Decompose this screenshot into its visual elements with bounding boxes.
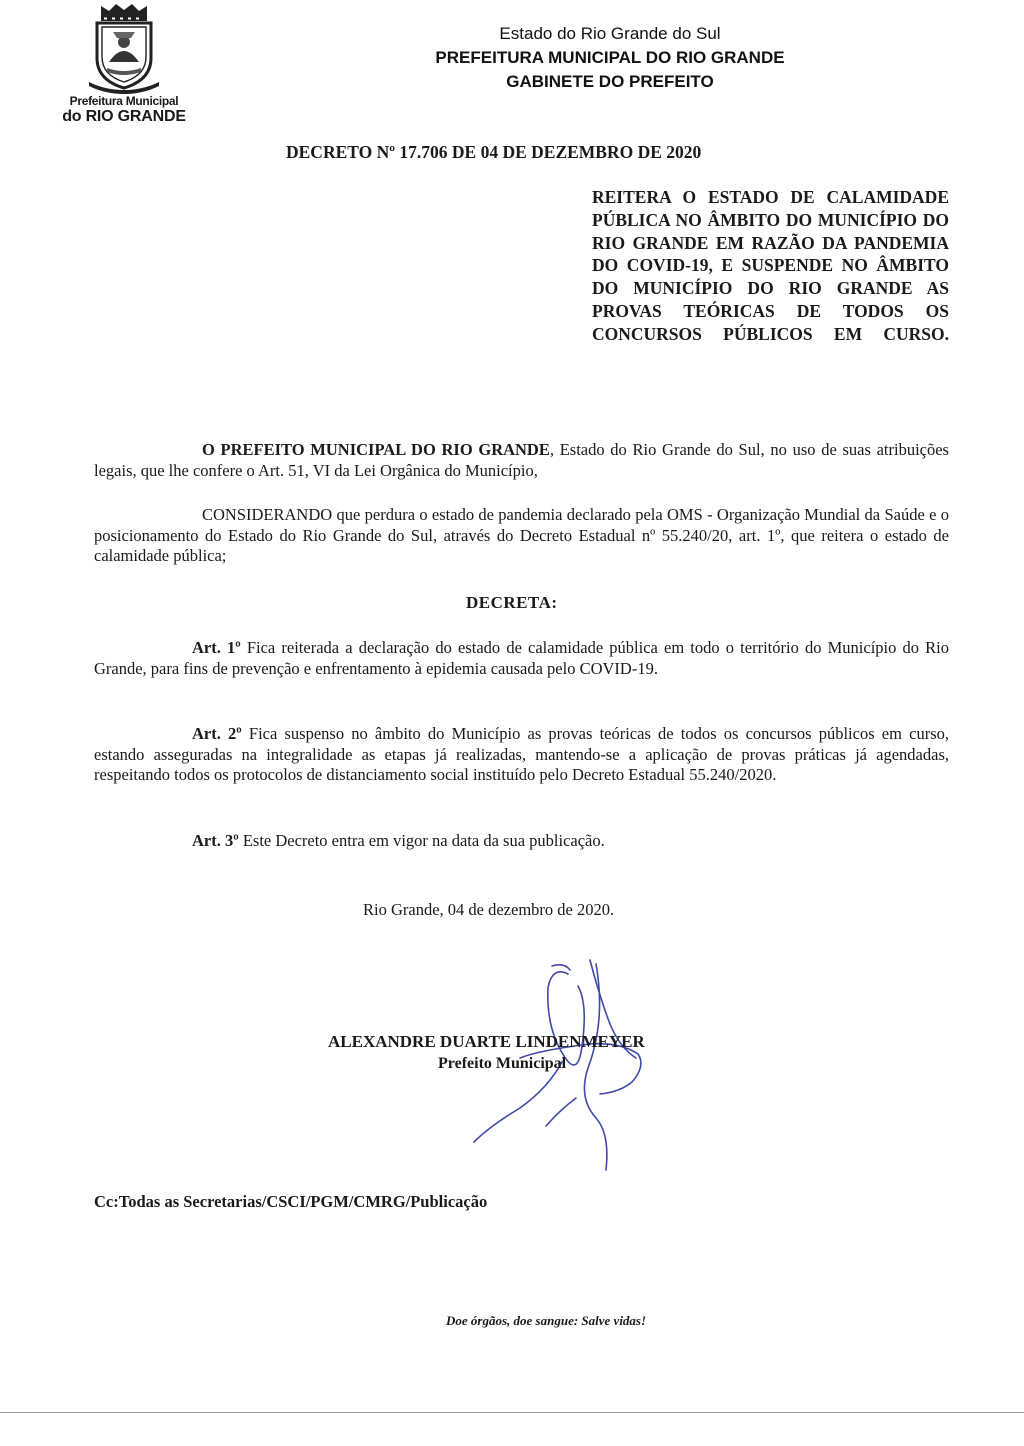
decree-title: DECRETO Nº 17.706 DE 04 DE DEZEMBRO DE 2020 bbox=[286, 142, 702, 162]
header-office: GABINETE DO PREFEITO bbox=[506, 72, 714, 91]
article-1 bbox=[94, 638, 949, 679]
date-line: Rio Grande, 04 de dezembro de 2020. bbox=[363, 900, 615, 919]
letterhead bbox=[340, 22, 880, 94]
logo-text-line2: do RIO GRANDE bbox=[62, 108, 186, 125]
article-3 bbox=[94, 831, 949, 852]
article-text: Este Decreto entra em vigor na data da sua publicação. bbox=[238, 831, 605, 850]
article-label: Art. 1º bbox=[192, 638, 241, 657]
decreta-heading: DECRETA: bbox=[466, 593, 558, 612]
preamble-lead: O PREFEITO MUNICIPAL DO RIO GRANDE bbox=[202, 440, 550, 459]
preamble-paragraph bbox=[94, 440, 949, 481]
signatory-role: Prefeito Municipal bbox=[438, 1055, 567, 1072]
footer-slogan: Doe órgãos, doe sangue: Salve vidas! bbox=[446, 1313, 647, 1328]
considerando-paragraph bbox=[94, 505, 949, 567]
logo-text-line1: Prefeitura Municipal bbox=[69, 94, 179, 108]
municipal-logo bbox=[62, 2, 186, 130]
distribution-list: Cc:Todas as Secretarias/CSCI/PGM/CMRG/Publicação bbox=[94, 1192, 488, 1211]
article-text: Fica reiterada a declaração do estado de calamidade pública em todo o território do Município do Rio Grande, para fins de prevenção e enfrentamento à epidemia causada pelo COVID-19. bbox=[94, 638, 949, 678]
footer-divider bbox=[0, 1412, 1024, 1413]
handwritten-signature bbox=[460, 958, 660, 1188]
decree-summary: REITERA O ESTADO DE CALAMIDADE PÚBLICA NO ÂMBITO DO MUNICÍPIO DO RIO GRANDE EM RAZÃO DA PANDEMIA DO COVID-19, E SUSPENDE NO ÂMBITO DO MUNICÍPIO DO RIO GRANDE AS PROVAS TEÓRICAS DE TODOS OS CONCURSOS PÚBLICOS EM CURSO. bbox=[592, 187, 949, 344]
preamble-text: , Estado do Rio Grande do Sul, no uso de suas atribuições legais, que lhe confere o Art. 51, VI da Lei Orgânica do Município, bbox=[94, 440, 949, 480]
article-label: Art. 2º bbox=[192, 724, 242, 743]
header-prefecture: PREFEITURA MUNICIPAL DO RIO GRANDE bbox=[435, 48, 785, 67]
header-state: Estado do Rio Grande do Sul bbox=[499, 24, 721, 43]
coat-of-arms-icon bbox=[85, 2, 163, 94]
signatory-name: ALEXANDRE DUARTE LINDENMEYER bbox=[328, 1032, 645, 1051]
considerando-text: CONSIDERANDO que perdura o estado de pandemia declarado pela OMS - Organização Mundial da Saúde e o posicionamento do Estado do Rio Grande do Sul, através do Decreto Estadual nº 55.240/20, art. 1º, que reitera o estado de calamidade pública; bbox=[94, 505, 949, 565]
article-text: Fica suspenso no âmbito do Município as provas teóricas de todos os concursos públicos em curso, estando asseguradas na integralidade as etapas já realizadas, mantendo-se a aplicação de provas práticas já agendadas, respeitando todos os protocolos de distanciamento social instituído pelo Decreto Estadual 55.240/2020. bbox=[94, 724, 949, 784]
article-2 bbox=[94, 724, 949, 786]
article-label: Art. 3º bbox=[192, 831, 239, 850]
